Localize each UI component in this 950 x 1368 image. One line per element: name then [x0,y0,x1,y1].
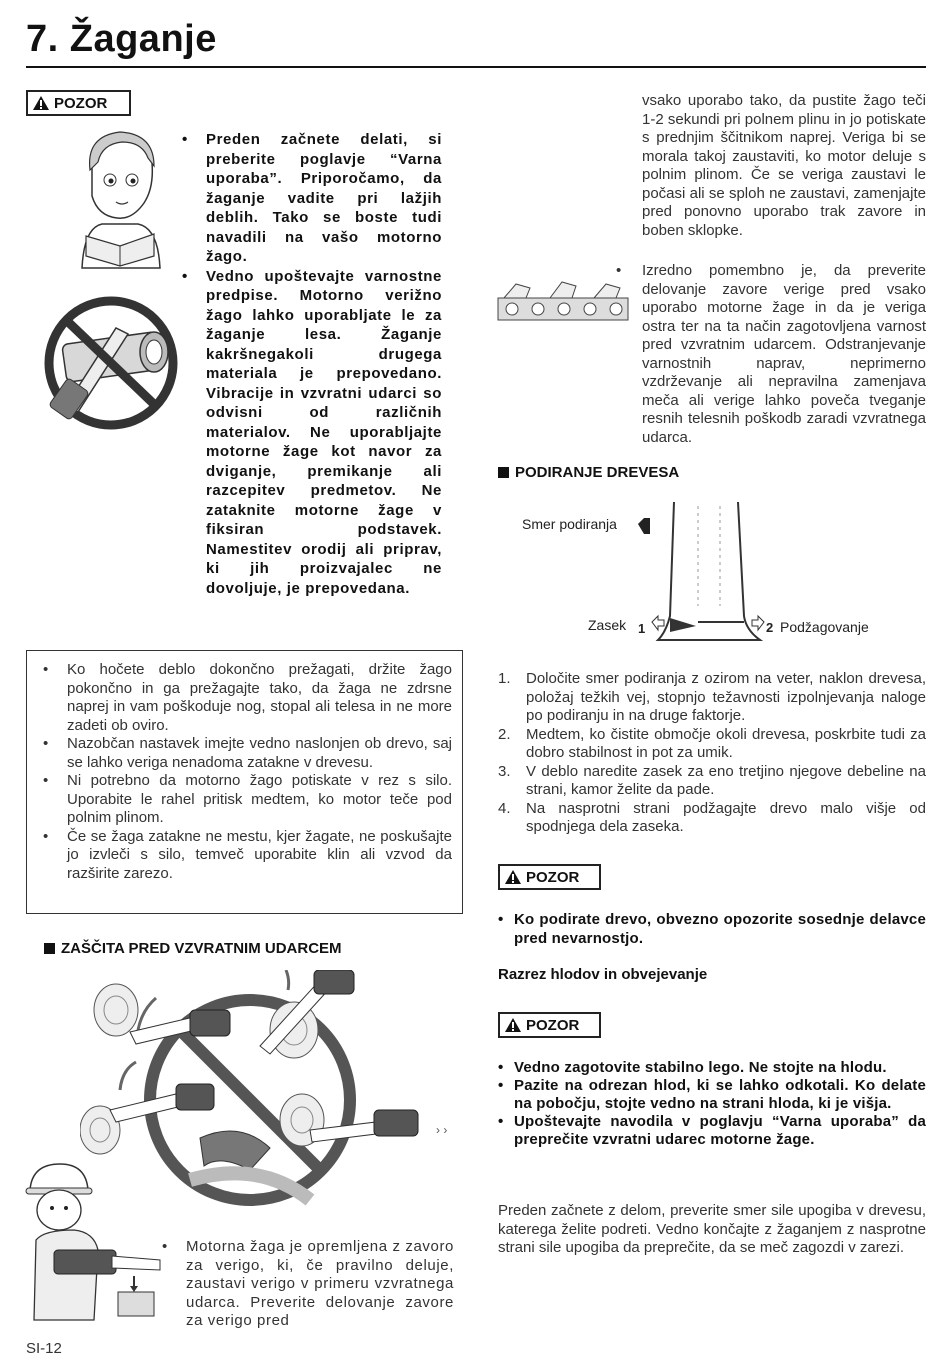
step-text: Določite smer podiranja z ozirom na veter, naklon drevesa, položaj težkih vej, stopnjo težavnosti izpolnjevanja naloge po podiranju in na druge faktorje. [526,670,926,724]
step-text: Medtem, ko čistite območje okoli drevesa, poskrbite tudi za dobro stabilnost in pot za umik. [526,725,926,761]
step-text: V deblo naredite zasek za eno tretjino njegove debeline na strani, kamor želite da pade. [526,762,926,798]
reading-person-illustration [72,128,167,273]
warning-label-text: POZOR [526,1016,580,1034]
bucking-heading: Razrez hlodov in obvejevanje [498,966,708,983]
felling-direction-label: Smer podiranja [522,516,617,532]
svg-text:› ›: › › [436,1123,448,1137]
list-item: • Nazobčan nastavek imejte vedno naslonjen ob drevo, saj se lahko veriga nenadoma zatakne v drevesu. [43,735,452,771]
warning-triangle-icon [504,869,522,885]
page-title: 7. Žaganje [26,18,217,60]
list-item-text: Preden začnete delati, si preberite poglavje “Varna uporaba”. Priporočamo, da žaganje vadite pri lažjih deblih. Tako se boste tudi navadili na vašo motorno žago. [206,131,442,265]
notch-label: Zasek [588,617,627,633]
bucking-closing-paragraph: Preden začnete z delom, preverite smer sile upogiba v drevesu, katerega želite podreti. Vedno končajte z žaganjem z nasprotne strani sile upogiba da preprečite, da se meč zagozdi v zarezi. [498,1202,926,1256]
kickback-bullet [162,1238,454,1331]
list-item: • Upoštevajte navodila v poglavju “Varna uporaba” da preprečite vzvratni udarec motorne žage. [498,1113,926,1148]
list-item-text: Pazite na odrezan hlod, ki se lahko odkotali. Ko delate na pobočju, stojte vedno na strani hloda, ki je višja. [514,1077,926,1112]
worker-with-chainsaw-illustration [24,1160,164,1330]
list-item-text: Vedno zagotovite stabilno lego. Ne stojte na hlodu. [514,1059,887,1076]
square-bullet-icon [498,467,509,478]
step-number: 1. [498,670,511,687]
list-item: • Vedno zagotovite stabilno lego. Ne stojte na hlodu. [498,1059,887,1076]
list-item: • Ko hočete deblo dokončno prežagati, držite žago pokončno in ga prežagajte tako, da žaga ne zdrsne naprej in vam poškoduje nog, stopal ali telesa in ne more zadeti ob oviro. [43,661,452,734]
step-number: 4. [498,799,511,817]
step-number: 2. [498,725,511,743]
felling-diagram [498,496,918,646]
warning-triangle-icon [504,1017,522,1033]
felling-heading-text: PODIRANJE DREVESA [515,464,680,481]
chain-brake-continuation-text: vsako uporabo tako, da pustite žago teči 1-2 sekundi pri polnem plinu in jo potiskate s prednjim ščitnikom naprej. Veriga bi se morala takoj zaustaviti, ko motor deluje s polnim plinom. Če se veriga zaustavi le počasi ali se sploh ne zaustavi, zamenjajte pred ponovno uporabo trak zavore in boben sklopke. [642,92,926,239]
list-item-text: Ko hočete deblo dokončno prežagati, držite žago pokončno in ga prežagajte tako, da žaga ne zdrsne naprej in vam poškoduje nog, stopal ali telesa in ne more zadeti ob oviro. [67,661,452,734]
list-item-text: Ni potrebno da motorno žago potiskate v rez s silo. Uporabite le rahel pritisk medtem, ko motor teče pod polnim plinom. [67,772,452,826]
felling-steps [498,670,926,837]
bucking-bullets [498,1059,926,1149]
list-item-text: Upoštevajte navodila v poglavju “Varna uporaba” da preprečite vzvratni udarec motorne žage. [514,1113,926,1148]
felling-warning-bullet [498,911,926,948]
boxed-bullet-list [26,650,463,914]
list-item: • Če se žaga zatakne ne mestu, kjer žagate, ne poskušajte jo izvleči s silo, temveč uporabite klin ali vzvod da razširite zarezo. [43,827,452,882]
kickback-heading-text: ZAŠČITA PRED VZVRATNIM UDARCEM [61,940,342,957]
list-item [498,670,926,726]
warning-label-text: POZOR [526,868,580,886]
list-item-text: Motorna žaga je opremljena z zavoro za verigo, ki, če pravilno deluje, zaustavi verigo v primeru vzvratnega udarca. Preverite delovanje zavore za verigo pred [186,1238,454,1329]
list-item: • Vedno upoštevajte varnostne predpise. Motorno verižno žago lahko uporabljate le za žaganje lesa. Žaganje kakršnegakoli drugega materiala je prepovedano. Vibracije in vzvratni udarci so odvisni od različnih materialov. Ne uporabljajte motorne žage kot navor za dviganje, premikanje ali razcepitev predmetov. Ne zataknite motorne žage v fiksiran podstavek. Namestitev orodij ali priprav, ki jih proizvajalec ne dovoljuje, je prepovedana. [182,267,442,597]
list-item: • Pazite na odrezan hlod, ki se lahko odkotali. Ko delate na pobočju, stojte vedno na strani hloda, ki je višja. [498,1077,926,1112]
left-top-bullet-list [182,130,442,598]
backcut-label: Podžagovanje [780,619,869,635]
list-item: • Ni potrebno da motorno žago potiskate v rez s silo. Uporabite le rahel pritisk medtem, ko motor teče pod polnim plinom. [43,772,452,826]
step-text: Na nasprotni strani podžagajte drevo malo višje od spodnjega dela zaseka. [526,799,926,835]
backcut-number: 2 [766,620,774,635]
list-item [498,800,926,837]
square-bullet-icon [44,943,55,954]
kickback-heading [44,940,342,957]
list-item [498,763,926,800]
list-item-text: Če se žaga zatakne ne mestu, kjer žagate, ne poskušajte jo izvleči s silo, temveč uporabite klin ali vzvod da razširite zarezo. [67,827,452,882]
saw-chain-illustration [496,278,632,324]
warning-label [26,90,131,116]
list-item: • Ko podirate drevo, obvezno opozorite sosednje delavce pred nevarnostjo. [498,911,926,947]
title-divider [26,66,926,68]
list-item-text: Vedno upoštevajte varnostne predpise. Motorno verižno žago lahko uporabljate le za žaganje lesa. Žaganje kakršnegakoli drugega materiala je prepovedano. Vibracije in vzvratni udarci so odvisni od različnih materialov. Ne uporabljajte motorne žage kot navor za dviganje, premikanje ali razcepitev predmetov. Ne zataknite motorne žage v fiksiran podstavek. Namestitev orodij ali priprav, ki jih proizvajalec ne dovoljuje, je prepovedana. [206,267,442,597]
step-number: 3. [498,762,511,780]
warning-label [498,864,601,890]
felling-heading [498,464,679,481]
chain-brake-bullet [616,262,926,447]
prohibited-cutting-pipe-illustration [44,296,179,431]
warning-triangle-icon [32,95,50,111]
notch-number: 1 [638,621,646,636]
list-item: • Preden začnete delati, si preberite poglavje “Varna uporaba”. Priporočamo, da žaganje vadite pri lažjih deblih. Tako se boste tudi navadili na vašo motorno žago. [182,131,442,265]
list-item-text: Ko podirate drevo, obvezno opozorite sosednje delavce pred nevarnostjo. [514,911,926,947]
list-item-text: Izredno pomembno je, da preverite delovanje zavore verige pred vsako uporabo motorne žage in da je veriga ostra ter na ta način zagotovljena varnost pred vzvratnim udarcem. Odstranjevanje varnostnih naprav, neprimerno vzdrževanje ali nepravilna zamenjava meča ali verige lahko poveča tveganje resnih telesnih poškodb zaradi vzvratnega udarca. [642,262,926,446]
list-item: • Izredno pomembno je, da preverite delovanje zavore verige pred vsako uporabo motorne žage in da je veriga ostra ter na ta način zagotovljena varnost pred vzvratnim udarcem. Odstranjevanje varnostnih naprav, neprimerno vzdrževanje ali nepravilna zamenjava meča ali verige lahko poveča tveganje resnih telesnih poškodb zaradi vzvratnega udarca. [616,262,926,446]
warning-label-text: POZOR [54,94,108,112]
warning-label [498,1012,601,1038]
list-item [498,726,926,763]
list-item-text: Nazobčan nastavek imejte vedno naslonjen ob drevo, saj se lahko veriga nenadoma zatakne v drevesu. [67,735,452,771]
list-item: • Motorna žaga je opremljena z zavoro za verigo, ki, če pravilno deluje, zaustavi verigo v primeru vzvratnega udarca. Preverite delovanje zavore za verigo pred [162,1238,454,1329]
page-number: SI-12 [26,1340,62,1357]
